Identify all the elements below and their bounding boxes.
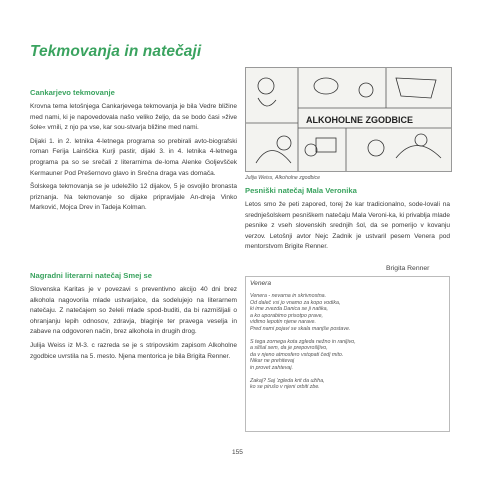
poem-line: Od daleč vsi jo vnamo za kopo vodika, xyxy=(250,299,341,306)
poem-stanza xyxy=(250,378,445,391)
section-heading-cankarjevo: Cankarjevo tekmovanje xyxy=(30,88,115,97)
section-heading-smej-se: Nagradni literarni natečaj Smej se xyxy=(30,271,152,280)
paragraph: Slovenska Karitas je v povezavi s preventivno akcijo 40 dni brez alkohola nagovorila mlade ustvarjalce, da sodelujejo na literarnem natečaju. Z natečajem so želeli mlade spod-buditi, da bi razmišljali o ohranjanju lepih odnosov, zdravja, blaginje ter pravega veselja in zabave na odgovoren način, brez alkohola in drugih drog. xyxy=(30,286,237,336)
poem-line: da v njeno atmosfero vstopati čedj mito. xyxy=(250,351,344,358)
poem-stanza xyxy=(250,293,445,333)
section-heading-mala-veronika: Pesniški natečaj Mala Veronika xyxy=(245,186,357,195)
paragraph: Letos smo že peti zapored, torej že kar tradicionalno, sode-lovali na srednješolskem pesniškem natečaju Mala Veroni-ka, ki privablja mlade pesnike z vseh slovenskih srednjih šol, da se pomerijo v kovanju verzov. Letošnji avtor Nejc Zadnik je ustvaril pesem Venera pod mentorstvom Brigite Renner. xyxy=(245,201,450,251)
poem-box xyxy=(245,276,450,432)
paragraph: Dijaki 1. in 2. letnika 4-letnega programa so prebirali avto-biografski roman Ferija Lainščka Kurji pastir, dijaki 3. in 4. letnika 4-letnega programa pa so se srečali z literarnima de-loma Alenke Goljevšček Kermauner Pod Prešernovo glavo in Srečna draga vas domača. xyxy=(30,137,237,177)
poem-line: ko se pirušo v njeni orbiti zbe. xyxy=(250,384,320,391)
poem-line: Zakaj? Saj 'zgleda krit da užiha, xyxy=(250,377,325,384)
paragraph: Krovna tema letošnjega Cankarjevega tekmovanja je bila Vedre bližine med nami, ki je napovedovala našo veliko željo, da se bodo časi »žive šole« vrnili, z njo pa vse, kar sou-stvarja bližine med nami. xyxy=(30,103,237,132)
left-column-bottom xyxy=(30,271,237,365)
comic-banner-text: ALKOHOLNE ZGODBICE xyxy=(306,115,413,125)
poem-author: Brigita Renner xyxy=(386,265,430,272)
poem-line: a ko uporabimo prisotpo prave, xyxy=(250,312,324,319)
poem-line: vidimo lepotin njene narave. xyxy=(250,319,316,326)
poem-title: Venera xyxy=(250,280,272,287)
poem-line: Nikar ne prehitevaj xyxy=(250,358,295,365)
comic-strip-image xyxy=(245,67,452,172)
right-column xyxy=(245,186,450,256)
comic-drawing xyxy=(246,68,451,171)
paragraph: Šolskega tekmovanja se je udeležilo 12 dijakov, 5 je osvojilo bronasta priznanja. Na tekmovanje so dijake pripravljale An-dreja Vinko Marković, Mojca Drev in Tadeja Kolman. xyxy=(30,183,237,212)
paragraph: Julija Weiss iz M-3. c razreda se je s stripovskim zapisom Alkoholne zgodbice uvrstila na 5. mesto. Njena mentorica je bila Brigita Renner. xyxy=(30,341,237,360)
poem-line: Venera - nevarna in skrivnostna. xyxy=(250,293,327,299)
poem-line: ki ime zvezda Danica se ji natika, xyxy=(250,306,329,313)
poem-stanza xyxy=(250,339,445,372)
poem-line: S tega zornega kota zgleda nežno in ranljivo, xyxy=(250,338,356,345)
poem-line: in provet zahtevaj. xyxy=(250,364,293,371)
poem-line: a slišal sem, da je prepovrošljivo, xyxy=(250,345,328,352)
left-column-top xyxy=(30,88,237,217)
page-number: 155 xyxy=(232,449,243,456)
poem-line: Pred nami pojavi se skala manjše postave. xyxy=(250,325,351,332)
comic-caption: Julija Weiss, Alkoholne zgodbice xyxy=(245,175,320,181)
page-title: Tekmovanja in natečaji xyxy=(30,43,202,60)
